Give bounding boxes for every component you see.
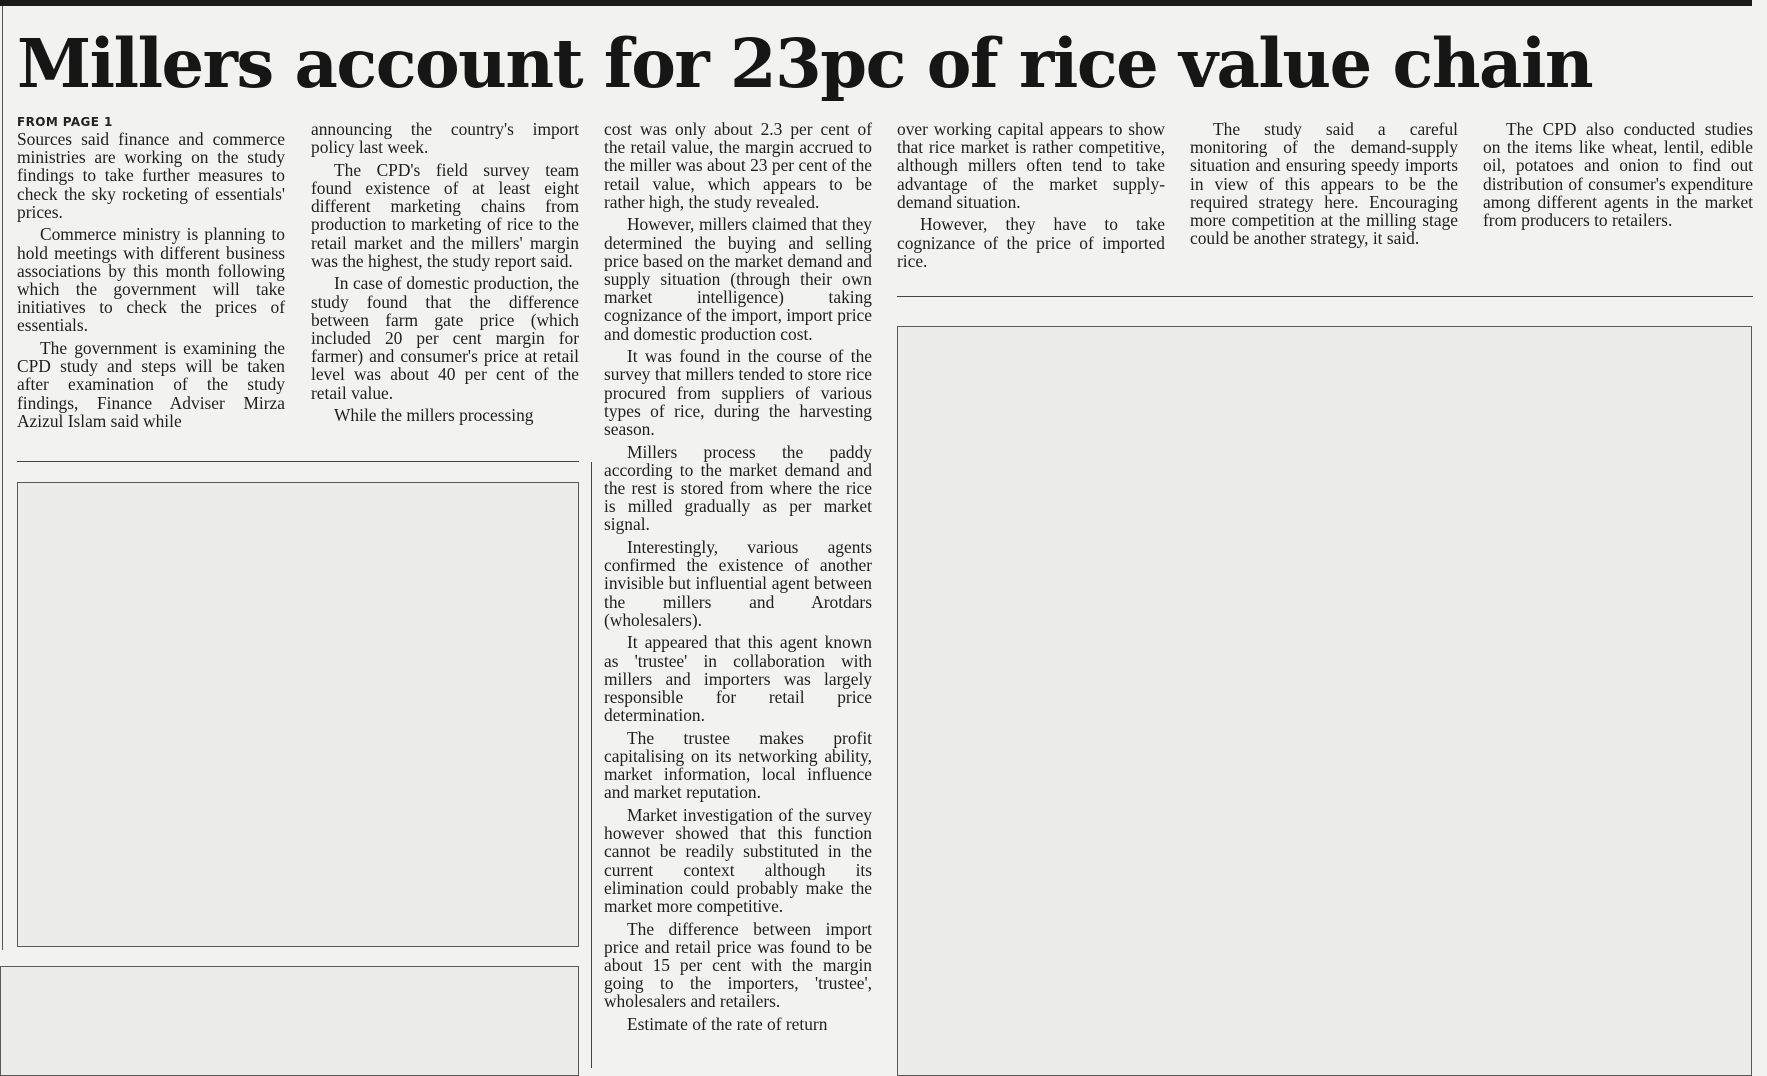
paragraph: The government is examining the CPD study and steps will be taken after examination of the study findings, Finance Adviser Mirza Azizul Islam said while	[17, 338, 285, 431]
paragraph: The CPD's field survey team found existence of at least eight different marketing chains from production to marketing of rice to the retail market and the millers' margin was the highest, the study report said.	[311, 159, 579, 271]
column-1	[17, 114, 285, 434]
paragraph: Commerce ministry is planning to hold meetings with different business associations by this month following which the government will take initiatives to check the prices of essentials.	[17, 224, 285, 336]
paragraph: over working capital appears to show that rice market is rather competitive, although millers often tend to take advantage of the market supply-demand situation.	[897, 119, 1165, 212]
paragraph: It appeared that this agent known as 'trustee' in collaboration with millers and importers was largely responsible for retail price determination.	[604, 632, 872, 726]
image-placeholder-bottom-left	[0, 966, 579, 1076]
top-rule	[0, 0, 1752, 6]
paragraph: Estimate of the rate of return	[627, 1014, 828, 1035]
column-6	[1483, 120, 1753, 234]
kicker-from-page-1: FROM PAGE 1	[17, 115, 113, 129]
section-rule-left	[17, 461, 579, 462]
paragraph: cost was only about 2.3 per cent of the retail value, the margin accrued to the miller was about 23 per cent of the retail value, which appears to be rather high, the study revealed.	[604, 119, 872, 212]
image-placeholder-left	[17, 482, 579, 947]
column-2	[311, 120, 579, 429]
paragraph: While the millers processing	[334, 405, 534, 426]
section-rule-right	[897, 296, 1753, 297]
image-placeholder-right	[897, 326, 1752, 1076]
paragraph: The CPD also conducted studies on the items like wheat, lentil, edible oil, potatoes and onion to find out distribution of consumer's expenditure among different agents in the market from producers to retailers.	[1483, 119, 1753, 231]
paragraph: However, millers claimed that they determined the buying and selling price based on the market demand and supply situation (through their own market intelligence) taking cognizance of the import, import price and domestic production cost.	[604, 214, 872, 344]
headline: Millers account for 23pc of rice value chain	[17, 24, 1593, 103]
column-3	[604, 120, 872, 1038]
paragraph: announcing the country's import policy last week.	[311, 119, 579, 158]
column-5	[1190, 120, 1458, 252]
column-4	[897, 120, 1165, 274]
paragraph: Interestingly, various agents confirmed the existence of another invisible but influential agent between the millers and Arotdars (wholesalers).	[604, 537, 872, 630]
paragraph: Market investigation of the survey however showed that this function cannot be readily substituted in the current context although its elimination could probably make the market more competitive.	[604, 805, 872, 917]
paragraph: The trustee makes profit capitalising on its networking ability, market information, local influence and market reputation.	[604, 727, 872, 803]
paragraph: Millers process the paddy according to the market demand and the rest is stored from where the rice is milled gradually as per market signal.	[604, 441, 872, 535]
left-margin-rule	[2, 6, 3, 950]
paragraph: In case of domestic production, the study found that the difference between farm gate price (which included 20 per cent margin for farmer) and consumer's price at retail level was about 40 per cent of the retail value.	[311, 273, 579, 403]
paragraph: It was found in the course of the survey that millers tended to store rice procured from suppliers of various types of rice, during the harvesting season.	[604, 346, 872, 440]
paragraph: However, they have to take cognizance of the price of imported rice.	[897, 214, 1165, 271]
paragraph: The difference between import price and retail price was found to be about 15 per cent with the margin going to the importers, 'trustee', wholesalers and retailers.	[604, 918, 872, 1012]
paragraph: Sources said finance and commerce ministries are working on the study findings to take further measures to check the sky rocketing of essentials' prices.	[17, 129, 285, 222]
paragraph: The study said a careful monitoring of the demand-supply situation and ensuring speedy imports in view of this appears to be the required strategy here. Encouraging more competition at the milling stage could be another strategy, it said.	[1190, 119, 1458, 249]
column-rule-center	[591, 462, 592, 1068]
